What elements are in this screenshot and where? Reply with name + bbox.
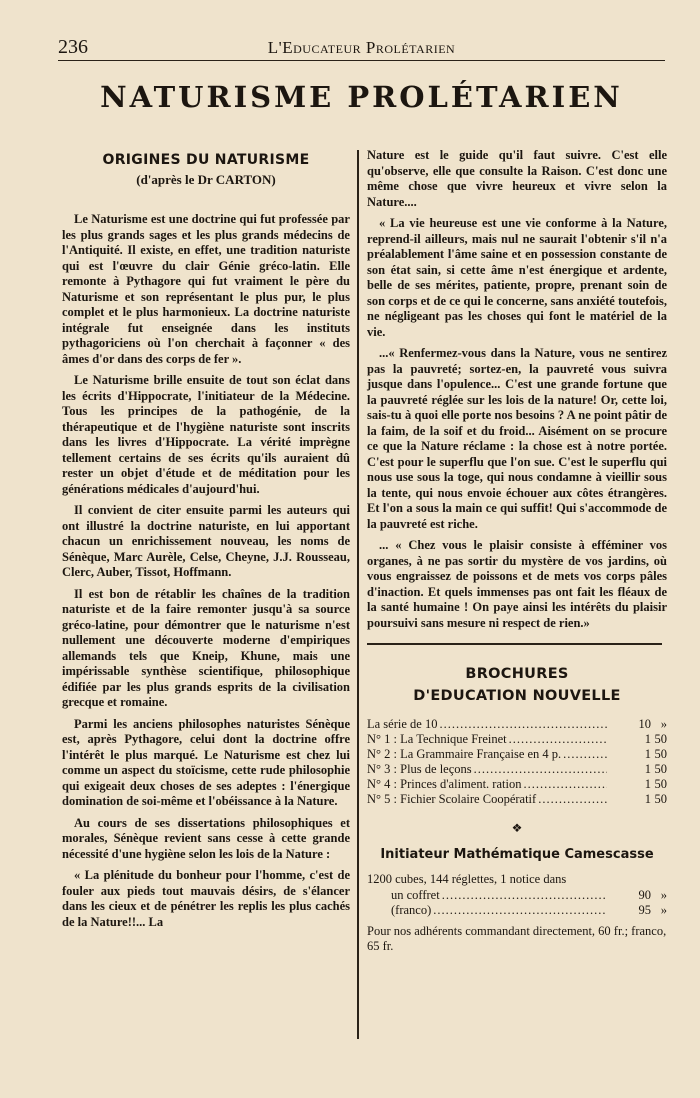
- price-label: N° 2 : La Grammaire Française en 4 p.: [367, 747, 562, 761]
- paragraph: Il convient de citer ensuite parmi les auteurs qui ont illustré la doctrine naturiste, en lui apportant chacun un enrichissement nouveau, les noms de Sénèque, Marc Aurèle, Celse, Cheyne, J.J. Rousseau, Clerc, Auber, Tissot, Hoffmann.: [62, 503, 350, 579]
- price-value: 10: [638, 717, 651, 731]
- price-value: 90: [638, 887, 651, 902]
- paragraph: Nature est le guide qu'il faut suivre. C'est elle qu'observe, elle que consulte la Raison. C'est donc une même chose que vivre heureux et vivre selon la Nature....: [367, 148, 667, 209]
- paragraph: Le Naturisme est une doctrine qui fut professée par les plus grands sages et les plus grands médecins de l'Antiquité. Il existe, en effet, une tradition naturiste qui est l'œuvre du clair Génie gréco-latin. Elle remonte à Pythagore qui fut vraiment le père du Naturisme et son représentant le plus pur, le plus complet et le plus harmonieux. La doctrine naturiste intégrale fut enseignée dans les instituts pythagoriciens où l'on cherchait à façonner « des âmes d'or dans des corps de fer ».: [62, 212, 350, 366]
- leader-dots: [509, 732, 607, 747]
- price-row: [367, 717, 667, 732]
- right-column: [367, 148, 667, 955]
- initiateur-line: 1200 cubes, 144 réglettes, 1 notice dans: [367, 872, 567, 886]
- paragraph: Parmi les anciens philosophes naturistes Sénèque est, après Pythagore, celui dont la doctrine offre l'intérêt le plus marqué. Le Naturisme est chez lui comme un aspect du stoïcisme, cette rude philosophie qui exigeait deux choses de ses adeptes : l'énergique domination de soi-même et l'obéissance à la Nature.: [62, 716, 350, 808]
- price-row: [367, 888, 667, 903]
- column-divider: [357, 150, 359, 1039]
- paragraph: « La plénitude du bonheur pour l'homme, c'est de fouler aux pieds tout mauvais désirs, de s'élancer dans les cieux et de pénétrer les replis les plus cachés de la Nature!!... La: [62, 868, 350, 929]
- brochure-price-list: [367, 717, 667, 807]
- paragraph: ... « Chez vous le plaisir consiste à efféminer vos organes, à ne pas sortir du mystère de vos jardins, où vous engraissez de poissons et de mets vos corps pâles d'inaction. Et quels immenses pas ont fait les fléaux de la santé humaine ! On paye ainsi les intérêts du plaisir poursuivi sans mesure ni respect de rien.»: [367, 538, 667, 630]
- leader-dots: [523, 777, 607, 792]
- price-unit: 50: [654, 747, 667, 761]
- price-unit: »: [660, 902, 667, 917]
- price-label: (franco): [391, 902, 432, 917]
- initiateur-description: [367, 872, 667, 918]
- price-value: 1: [644, 747, 651, 761]
- leader-dots: [442, 888, 607, 903]
- ornament-icon: ❖: [511, 821, 523, 835]
- price-unit: »: [660, 887, 667, 902]
- price-row: [367, 903, 667, 918]
- paragraph: Il est bon de rétablir les chaînes de la tradition naturiste et de la faire remonter jusqu'à sa source gréco-latine, pour démontrer que le naturisme n'est nullement une découverte moderne d'empiriques allemands tels que Kneip, Khune, mais une impérissable synthèse scientifique, philosophique édifiée par les plus grands esprits de la civilisation grecque et romaine.: [62, 586, 350, 709]
- paragraph: Le Naturisme brille ensuite de tout son éclat dans les écrits d'Hippocrate, l'initiateur de la Médecine. Tous les principes de la pathogénie, de la thérapeutique et de l'hygiène naturiste sont inscrits dans les livres d'Hippocrate. La vérité imprègne tellement certains de ses écrits qu'ils auraient dû rester un objet d'étude et de méditation pour les générations médicales d'aujourd'hui.: [62, 373, 350, 496]
- page-title: NATURISME PROLÉTARIEN: [100, 80, 623, 114]
- price-label: La série de 10: [367, 717, 438, 731]
- page-header: [58, 36, 665, 61]
- price-unit: 50: [654, 777, 667, 791]
- brochures-title: [367, 663, 667, 707]
- running-title: L'Educateur Prolétarien: [267, 38, 456, 57]
- brochures-title-line: D'EDUCATION NOUVELLE: [413, 688, 621, 704]
- brochures-title-line: BROCHURES: [465, 666, 569, 682]
- section-separator: [367, 643, 662, 645]
- price-value: 1: [644, 777, 651, 791]
- price-row: [367, 747, 667, 762]
- price-label: N° 3 : Plus de leçons: [367, 762, 472, 776]
- paragraph: ...« Renfermez-vous dans la Nature, vous ne sentirez pas la pauvreté; sortez-en, la pauvreté vous suivra jusque dans l'opulence... C'est une grande fortune que la pauvreté réglée sur les lois de la nature! Or, cette loi, sais-tu à quoi elle porte nos besoins ? A ne point pâtir de la faim, de la soif et du froid... Aisément on se procure ce que la Nature réclame : la chose est à notre portée. C'est pour le superflu que l'on sue. C'est le superflu qui nous use sous la toge, qui nous condamne à vieillir sous la tente, qui nous envoie échouer aux côtes étrangères. Et l'on a sous la main ce qui suffit! Qui s'accommode de la pauvreté est riche.: [367, 346, 667, 531]
- price-row: [367, 792, 667, 807]
- article-subheading: (d'après le Dr CARTON): [136, 172, 276, 187]
- price-value: 1: [644, 762, 651, 776]
- price-unit: »: [660, 717, 667, 731]
- price-unit: 50: [654, 792, 667, 806]
- paragraph: « La vie heureuse est une vie conforme à la Nature, reprend-il ailleurs, mais nul ne saurait l'obtenir s'il n'a préalablement l'âme saine et en possession constante de son état sain, si cette âme n'est énergique et ardente, belle de ses mérites, patiente, propre, prenant soin de son corps et de ce qui le concerne, sans anxiété toutefois, ne négligeant pas les choses qui font le matériel de la vie.: [367, 216, 667, 339]
- price-unit: 50: [654, 762, 667, 776]
- leader-dots: [433, 903, 607, 918]
- page-number: 236: [58, 36, 88, 58]
- price-label: N° 4 : Princes d'aliment. ration: [367, 777, 522, 791]
- leader-dots: [538, 792, 607, 807]
- leader-dots: [474, 762, 607, 777]
- price-label: un coffret: [391, 887, 440, 902]
- price-label: N° 1 : La Technique Freinet: [367, 732, 507, 746]
- price-row: [367, 762, 667, 777]
- price-value: 1: [644, 792, 651, 806]
- price-value: 95: [638, 902, 651, 917]
- order-note: Pour nos adhérents commandant directement, 60 fr.; franco, 65 fr.: [367, 923, 667, 953]
- leader-dots: [439, 717, 607, 732]
- price-value: 1: [644, 732, 651, 746]
- price-row: [367, 777, 667, 792]
- left-column: [62, 150, 350, 936]
- article-heading: ORIGINES DU NATURISME: [102, 152, 310, 168]
- price-unit: 50: [654, 732, 667, 746]
- paragraph: Au cours de ses dissertations philosophiques et morales, Sénèque revient sans cesse à cette grande nécessité d'une hygiène selon les lois de la Nature :: [62, 815, 350, 861]
- leader-dots: [563, 747, 607, 762]
- initiateur-title: Initiateur Mathématique Camescasse: [380, 847, 654, 862]
- price-row: [367, 732, 667, 747]
- price-label: N° 5 : Fichier Scolaire Coopératif: [367, 792, 537, 806]
